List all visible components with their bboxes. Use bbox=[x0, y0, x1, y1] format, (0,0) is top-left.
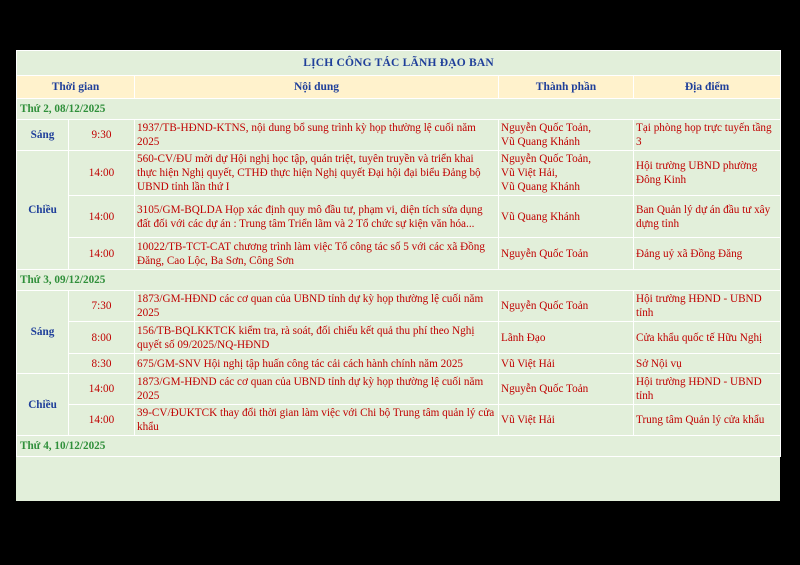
table-row bbox=[17, 405, 781, 436]
schedule-title: LỊCH CÔNG TÁC LÃNH ĐẠO BAN bbox=[17, 51, 781, 76]
table-row bbox=[17, 354, 781, 374]
table-row bbox=[17, 196, 781, 238]
session-label: Sáng bbox=[17, 120, 69, 151]
location-cell: Trung tâm Quản lý cửa khẩu bbox=[634, 405, 781, 436]
day-row bbox=[17, 436, 781, 457]
location-cell: Đảng uỷ xã Đồng Đăng bbox=[634, 238, 781, 270]
day-label: Thứ 4, 10/12/2025 bbox=[17, 436, 781, 457]
participants-cell: Vũ Việt Hải bbox=[499, 354, 634, 374]
content-cell: 560-CV/ĐU mời dự Hội nghị học tập, quán triệt, tuyên truyền và triển khai thực hiện Nghị quyết, CTHĐ thực hiện Nghị quyết Đại hội đại biểu Đảng bộ UBND tỉnh lần thứ I bbox=[135, 151, 499, 196]
location-cell: Cửa khẩu quốc tế Hữu Nghị bbox=[634, 322, 781, 354]
participants-cell: Nguyễn Quốc Toản, Vũ Quang Khánh bbox=[499, 120, 634, 151]
content-cell: 1873/GM-HĐND các cơ quan của UBND tỉnh dự kỳ họp thường lệ cuối năm 2025 bbox=[135, 374, 499, 405]
content-cell: 675/GM-SNV Hội nghị tập huấn công tác cải cách hành chính năm 2025 bbox=[135, 354, 499, 374]
participants-cell: Vũ Quang Khánh bbox=[499, 196, 634, 238]
table-row bbox=[17, 291, 781, 322]
time-cell: 8:30 bbox=[69, 354, 135, 374]
day-row bbox=[17, 99, 781, 120]
content-cell: 3105/GM-BQLDA Họp xác định quy mô đầu tư, phạm vi, diện tích sửa dụng đất đối với các dự án : Trung tâm Triển lãm và 2 Tổ chức sự kiện văn hóa... bbox=[135, 196, 499, 238]
table-row bbox=[17, 374, 781, 405]
time-cell: 14:00 bbox=[69, 374, 135, 405]
table-row bbox=[17, 151, 781, 196]
time-cell: 9:30 bbox=[69, 120, 135, 151]
content-cell: 1937/TB-HĐND-KTNS, nội dung bổ sung trình kỳ họp thường lệ cuối năm 2025 bbox=[135, 120, 499, 151]
header-participants: Thành phần bbox=[499, 76, 634, 99]
location-cell: Ban Quản lý dự án đầu tư xây dựng tỉnh bbox=[634, 196, 781, 238]
content-cell: 1873/GM-HĐND các cơ quan của UBND tỉnh dự kỳ họp thường lệ cuối năm 2025 bbox=[135, 291, 499, 322]
location-cell: Sở Nội vụ bbox=[634, 354, 781, 374]
participants-cell: Lãnh Đạo bbox=[499, 322, 634, 354]
header-content: Nội dung bbox=[135, 76, 499, 99]
location-cell: Hội trường HĐND - UBND tỉnh bbox=[634, 291, 781, 322]
participants-cell: Vũ Việt Hải bbox=[499, 405, 634, 436]
header-location: Địa điểm bbox=[634, 76, 781, 99]
time-cell: 14:00 bbox=[69, 405, 135, 436]
table-row bbox=[17, 238, 781, 270]
schedule-sheet bbox=[16, 50, 780, 501]
location-cell: Tại phòng họp trực tuyến tầng 3 bbox=[634, 120, 781, 151]
session-label: Chiều bbox=[17, 374, 69, 436]
location-cell: Hội trường HĐND - UBND tỉnh bbox=[634, 374, 781, 405]
content-cell: 156/TB-BQLKKTCK kiểm tra, rà soát, đối chiếu kết quả thu phí theo Nghị quyết số 09/2025/NQ-HĐND bbox=[135, 322, 499, 354]
session-label: Sáng bbox=[17, 291, 69, 374]
day-label: Thứ 2, 08/12/2025 bbox=[17, 99, 781, 120]
time-cell: 14:00 bbox=[69, 196, 135, 238]
time-cell: 8:00 bbox=[69, 322, 135, 354]
header-time: Thời gian bbox=[17, 76, 135, 99]
content-cell: 39-CV/ĐUKTCK thay đổi thời gian làm việc với Chi bộ Trung tâm quản lý cửa khẩu bbox=[135, 405, 499, 436]
schedule-table bbox=[16, 50, 781, 457]
header-row bbox=[17, 76, 781, 99]
time-cell: 14:00 bbox=[69, 151, 135, 196]
participants-cell: Nguyễn Quốc Toản bbox=[499, 238, 634, 270]
table-row bbox=[17, 322, 781, 354]
time-cell: 7:30 bbox=[69, 291, 135, 322]
participants-cell: Nguyễn Quốc Toản, Vũ Việt Hải, Vũ Quang Khánh bbox=[499, 151, 634, 196]
location-cell: Hội trường UBND phường Đông Kinh bbox=[634, 151, 781, 196]
table-row bbox=[17, 120, 781, 151]
time-cell: 14:00 bbox=[69, 238, 135, 270]
participants-cell: Nguyễn Quốc Toản bbox=[499, 291, 634, 322]
session-label: Chiều bbox=[17, 151, 69, 270]
day-row bbox=[17, 270, 781, 291]
title-row bbox=[17, 51, 781, 76]
participants-cell: Nguyễn Quốc Toản bbox=[499, 374, 634, 405]
day-label: Thứ 3, 09/12/2025 bbox=[17, 270, 781, 291]
content-cell: 10022/TB-TCT-CAT chương trình làm việc Tổ công tác số 5 với các xã Đồng Đăng, Cao Lộc, Ba Sơn, Công Sơn bbox=[135, 238, 499, 270]
